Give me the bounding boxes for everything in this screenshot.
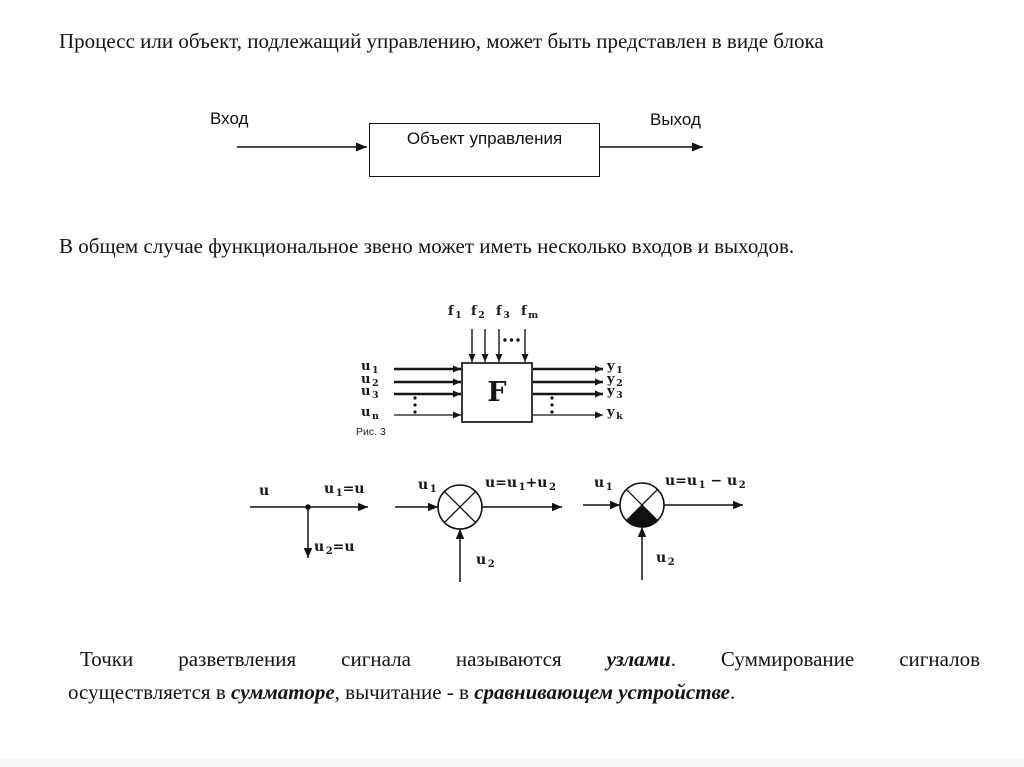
branch-out1-label — [324, 481, 365, 500]
label-text: u — [476, 552, 487, 568]
footer-line-2 — [68, 676, 980, 709]
label-text: f — [496, 304, 502, 319]
horizontal-ellipsis-dots — [503, 338, 519, 341]
label-text: − u — [705, 473, 738, 489]
u-input-label-3 — [361, 384, 379, 401]
footer-text-segment: . — [730, 680, 736, 704]
signal-diagrams — [245, 470, 755, 590]
label-subscript: 2 — [487, 559, 495, 570]
term-sravnivayushchem-ustroystve: сравнивающем устройстве — [474, 680, 730, 704]
f-top-label-2 — [471, 304, 485, 321]
label-subscript: n — [371, 411, 379, 422]
label-subscript: k — [616, 411, 623, 422]
label-text: f — [448, 304, 454, 319]
label-text: u — [361, 359, 371, 374]
intro-paragraph: Процесс или объект, подлежащий управлению, может быть представлен в виде блока — [59, 29, 824, 53]
label-text: u — [324, 481, 335, 497]
label-subscript: 1 — [455, 310, 462, 321]
figure-caption: Рис. 3 — [356, 426, 386, 438]
label-subscript: 3 — [371, 390, 379, 401]
label-text: y — [607, 372, 615, 387]
label-text: y — [607, 359, 615, 374]
branch-points-paragraph — [68, 643, 980, 709]
footer-text-segment: . Суммирование сигналов — [670, 647, 981, 671]
comparator-in2-label — [656, 550, 675, 569]
input-label: Вход — [210, 109, 249, 128]
f-block-diagram — [355, 298, 645, 446]
label-text: y — [607, 405, 615, 420]
term-uzlami: узлами — [606, 647, 671, 671]
label-text: u — [361, 405, 371, 420]
branch-out2-label — [314, 539, 355, 558]
summator-in2-label — [476, 552, 495, 571]
label-text: u — [594, 475, 605, 491]
y-output-label-4 — [607, 405, 623, 422]
label-subscript: 2 — [738, 480, 746, 491]
term-summatore: сумматоре — [231, 680, 335, 704]
label-subscript: 1 — [605, 482, 613, 493]
label-subscript: 2 — [616, 378, 623, 389]
label-subscript: 1 — [518, 482, 526, 493]
summator-out-label — [485, 475, 556, 494]
label-subscript: 3 — [616, 390, 623, 401]
label-subscript: 1 — [698, 480, 706, 491]
label-subscript: 2 — [371, 378, 379, 389]
label-text: u — [361, 384, 371, 399]
vertical-ellipsis-dots-left — [413, 396, 416, 413]
f-top-label-1 — [448, 304, 462, 321]
label-subscript: 2 — [667, 557, 675, 568]
f-top-arrows — [472, 329, 525, 362]
label-text: u — [259, 483, 270, 499]
comparator-out-label — [665, 473, 746, 492]
label-text: +u — [525, 475, 548, 491]
label-subscript: 2 — [478, 310, 485, 321]
label-subscript: m — [528, 310, 539, 321]
label-text: u — [418, 477, 429, 493]
branch-input-label — [259, 483, 269, 500]
label-text: u — [361, 372, 371, 387]
output-label: Выход — [650, 110, 701, 129]
f-top-label-3 — [496, 304, 510, 321]
control-object-block — [369, 123, 600, 177]
label-subscript: 2 — [325, 546, 333, 557]
label-subscript: 3 — [503, 310, 510, 321]
f-right-arrows — [533, 369, 603, 415]
multi-io-paragraph: В общем случае функциональное звено может иметь несколько входов и выходов. — [59, 234, 795, 258]
label-subscript: 1 — [616, 365, 623, 376]
control-object-block-label: Объект управления — [406, 129, 563, 148]
y-output-label-3 — [607, 384, 623, 401]
label-subscript: 1 — [335, 488, 343, 499]
label-text: f — [471, 304, 477, 319]
label-subscript: 1 — [429, 484, 437, 495]
u-input-label-4 — [361, 405, 379, 422]
label-subscript: 1 — [371, 365, 379, 376]
label-text: u=u — [485, 475, 518, 491]
f-block-label: F — [487, 377, 507, 408]
viewer-bottom-strip — [0, 759, 1024, 767]
vertical-ellipsis-dots-right — [550, 396, 553, 413]
label-text: y — [607, 384, 615, 399]
label-text: =u — [342, 481, 365, 497]
label-text: f — [521, 304, 527, 319]
label-text: u=u — [665, 473, 698, 489]
footer-text-segment: Точки разветвления сигнала называются — [80, 647, 607, 671]
label-text: u — [314, 539, 325, 555]
footer-line-1 — [68, 643, 980, 676]
comparator-in1-label — [594, 475, 613, 494]
f-top-label-4 — [521, 304, 538, 321]
footer-text-segment: , вычитание - в — [334, 680, 475, 704]
f-left-arrows — [394, 369, 461, 415]
label-subscript: 2 — [548, 482, 556, 493]
summator-in1-label — [418, 477, 437, 496]
label-text: =u — [332, 539, 355, 555]
label-text: u — [656, 550, 667, 566]
control-object-diagram — [190, 100, 735, 190]
footer-text-segment: осуществляется в — [68, 680, 232, 704]
